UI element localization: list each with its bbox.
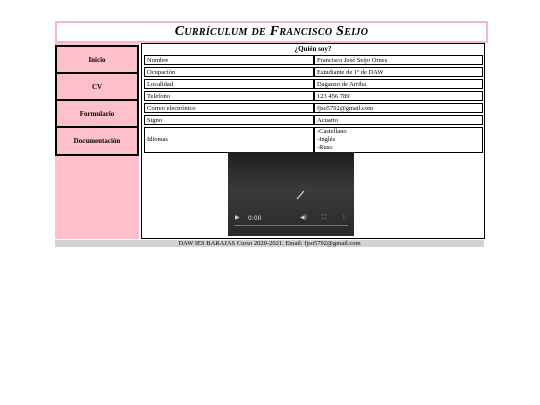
language-item: -Ruso [317,144,333,151]
video-time: 0:00 [248,215,262,222]
languages-label: Idiomas [144,127,314,153]
video-frame [228,152,354,236]
main-content [141,43,485,239]
page-header [55,21,488,43]
video-progress-bar[interactable] [234,225,348,226]
row-value: Francisco José Seijo Ornes [314,55,483,65]
nav-item-inicio[interactable]: Inicio [55,45,139,75]
fullscreen-icon[interactable]: ⛶ [322,214,327,221]
page-title: Currículum de Francisco Seijo [174,24,369,39]
row-label: Nombre [144,55,314,65]
more-options-icon[interactable]: ⋮ [341,214,347,221]
row-value: Estudiante de 1º de DAW [314,67,483,77]
language-item: -Castellano [317,128,347,135]
page-footer: DAW IES BARAJAS Curso 2020-2021. Email: fjso5792@gmail.com [55,240,484,247]
nav-item-cv[interactable]: CV [55,72,139,102]
languages-values [314,127,483,153]
video-player[interactable] [228,152,354,236]
sidebar-nav [55,43,139,239]
row-label: Ocupación [144,67,314,77]
row-label: Correo electrónico [144,103,314,113]
video-scene-mark [296,190,306,200]
row-label: Teléfono [144,91,314,101]
row-value: Acuario [314,115,483,125]
section-title: ¿Quién soy? [294,45,332,53]
language-item: -Inglés [317,136,336,143]
nav-item-documentacion[interactable]: Documentación [55,126,139,156]
volume-icon[interactable]: ◀) [300,214,307,221]
nav-item-formulario[interactable]: Formulario [55,99,139,129]
row-value: 123 456 789 [314,91,483,101]
row-value: fjso5792@gmail.com [314,103,483,113]
row-label: Signo [144,115,314,125]
row-value: Daganzo de Arriba [314,79,483,89]
row-label: Localidad [144,79,314,89]
play-icon[interactable]: ▶ [235,214,240,221]
